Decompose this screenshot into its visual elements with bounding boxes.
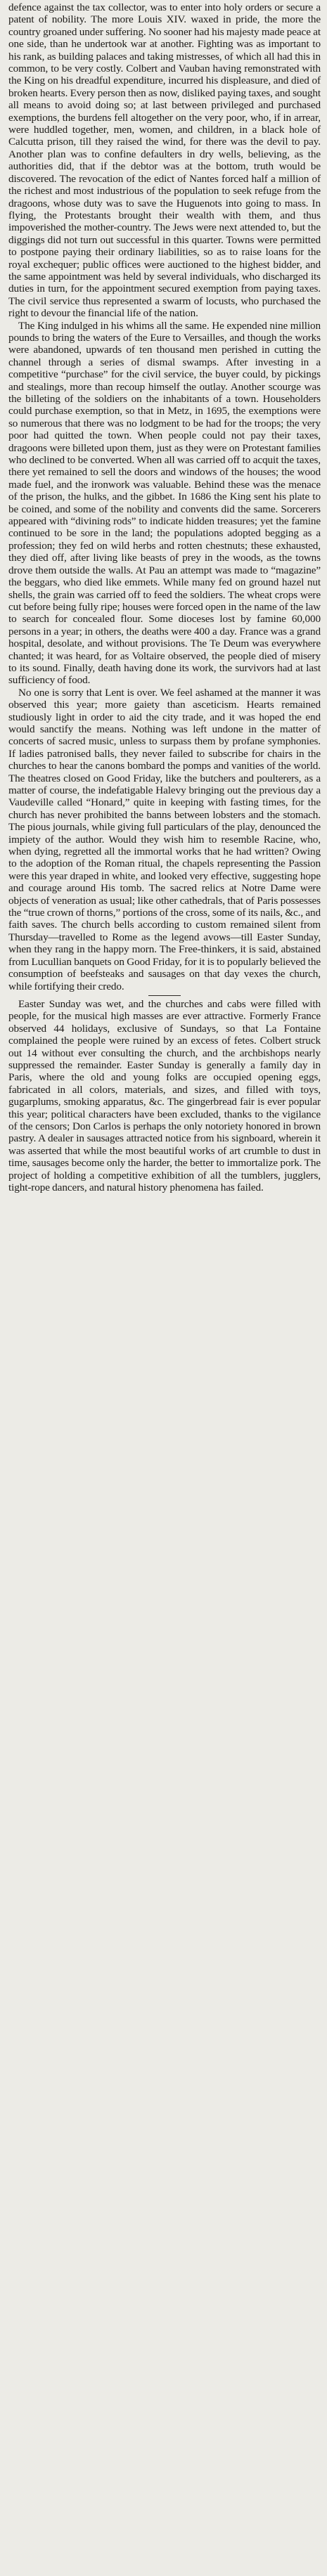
article-paragraph-4: Easter Sunday was wet, and the churches and cabs were filled with people, for the musical high masses are ever attractive. Formerly France observed 44 holidays, exclusive of Sundays, so that La Fontaine complained the people were ruined by an excess of fetes. Colbert struck out 14 without ever consulting the church, and the archbishops nearly suppressed the remainder. Easter Sunday is generally a family day in Paris, where the old and young folks are occupied opening eggs, fabricated in all colors, materials, and sizes, and filled with toys, gugarplums, smoking apparatus, &c. The gingerbread fair is ever popular this year; political characters have been excluded, thanks to the vigilance of the censors; Don Carlos is perhaps the only notoriety honored in brown pastry. A dealer in sausages attracted notice from his signboard, wherein it was asserted that while the most beautiful works of art crumble to dust in time, sausages become only the harder, the better to immortalize pork. The project of holding a competitive exhibition of all the tumblers, jugglers, tight-rope dancers, and natural history phenomena has failed. xyxy=(8,997,321,1193)
article-paragraph-1: defence against the tax collector, was to enter into holy orders or secure a patent of nobility. The more Louis XIV. waxed in pride, the more the country groaned under suffering. No sooner had his majesty made peace at one side, than he undertook war at another. Fighting was as important to his rank, as building palaces and taking mistresses, of which all had this in common, to be very costly. Colbert and Vauban having remonstrated with the King on his dreadful expenditure, incurred his displeasure, and died of broken hearts. Every person then as now, disliked paying taxes, and sought all means to avoid doing so; at last between privileged and purchased exemptions, the burdens fell altogether on the very poor, who, if in arrear, were huddled together, men, women, and children, in a black hole of Calcutta prison, till they raised the wind, for there was the devil to pay. Another plan was to confine defaulters in dry wells, believing, as the authorities did, that if the debtor was at the bottom, truth would be discovered. The revocation of the edict of Nantes forced half a million of the richest and most industrious of the population to seek refuge from the dragoons, whose duty was to save the Huguenots into going to mass. In flying, the Protestants brought their wealth with them, and thus impoverished the mother-country. The Jews were next attended to, but the diggings did not turn out successful in this quarter. Towns were permitted to postpone paying their ordinary liabilities, so as to raise loans for the royal exchequer; public offices were auctioned to the highest bidder, and the same appointment was held by several individuals, who discharged its duties in turn, for the appointment secured exemption from paying taxes. The civil service thus represented a swarm of locusts, who purchased the right to devour the financial life of the nation. xyxy=(8,1,321,320)
article-paragraph-2: The King indulged in his whims all the same. He expended nine million pounds to bring the waters of the Eure to Versailles, and though the works were abandoned, upwards of ten thousand men perished in cutting the channel through a series of dismal swamps. After investing in a competitive “purchase” for the civil service, the buyer could, by pickings and stealings, more than recoup himself the outlay. Another scourge was the billeting of the soldiers on the inhabitants of a town. Householders could purchase exemption, so that in Metz, in 1695, the exemptions were so numerous that there was no lodgment to be had for the troops; the very poor had quitted the town. When people could not pay their taxes, dragoons were billeted upon them, just as they were on Protestant families who declined to be converted. When all was carried off to acquit the taxes, there yet remained to sell the doors and windows of the houses; the wood made fuel, and the ironwork was valuable. Behind these was the menace of the prison, the hulks, and the gibbet. In 1686 the King sent his plate to be coined, and some of the nobility and convents did the same. Sorcerers appeared with “divining rods” to indicate hidden treasures; yet the famine continued to be sore in the land; the populations adopted begging as a profession; they fed on wild herbs and rotten chestnuts; these exhausted, they died off, after living like beasts of prey in the woods, as the towns drove them outside the walls. At Pau an attempt was made to “magazine” the beggars, who died like emmets. While many fed on ground hazel nut shells, the grain was carried off to feed the soldiers. The wheat crops were cut before being fully ripe; houses were forced open in the name of the law to search for concealed flour. Some dioceses lost by famine 60,000 persons in a year; in others, the deaths were 400 a day. France was a grand hospital, desolate, and without provisions. The Te Deum was everywhere chanted; it was heard, for as Voltaire observed, the people died of misery to its sound. Finally, death having done its work, the survivors had at last sufficiency of food. xyxy=(8,319,321,687)
article-paragraph-3: No one is sorry that Lent is over. We feel ashamed at the manner it was observed this year; more gaiety than asceticism. Hearts remained studiously light in order to aid the city trade, and it was hoped the end would sanctify the means. Nothing was left undone in the matter of concerts of sacred music, unless to surpass them by profane symphonies. If ladies patronised balls, they never failed to subscribe for chairs in the churches to hear the canons bombard the pomps and vanities of the world. The theatres closed on Good Friday, like the butchers and poulterers, as a matter of course, the indefatigable Halevy bringing out the previous day a Vaudeville called “Honard,” quite in keeping with fasting times, for the church has never prohibited the banns between lobsters and the stomach. The pious journals, while giving full particulars of the play, denounced the impiety of the author. Would they wish him to resemble Racine, who, when dying, regretted all the immortal works that he had written? Owing to the adoption of the Roman ritual, the chapels representing the Passion were this year draped in white, and looked very effective, suggesting hope and courage around His tomb. The sacred relics at Notre Dame were objects of veneration as usual; like other cathedrals, that of Paris possesses the “true crown of thorns,” portions of the cross, some of its nails, &c., and faith saves. The church bells according to custom remained silent from Thursday—travelled to Rome as the legend avows—till Easter Sunday, when they rang in the happy morn. The Free-thinkers, it is said, abstained from Lucullian banquets on Good Friday, for it is to popularly believed the consumption of beefsteaks and sausages on that day vexes the church, while fortifying their credo. xyxy=(8,686,321,992)
section-divider xyxy=(148,995,181,996)
